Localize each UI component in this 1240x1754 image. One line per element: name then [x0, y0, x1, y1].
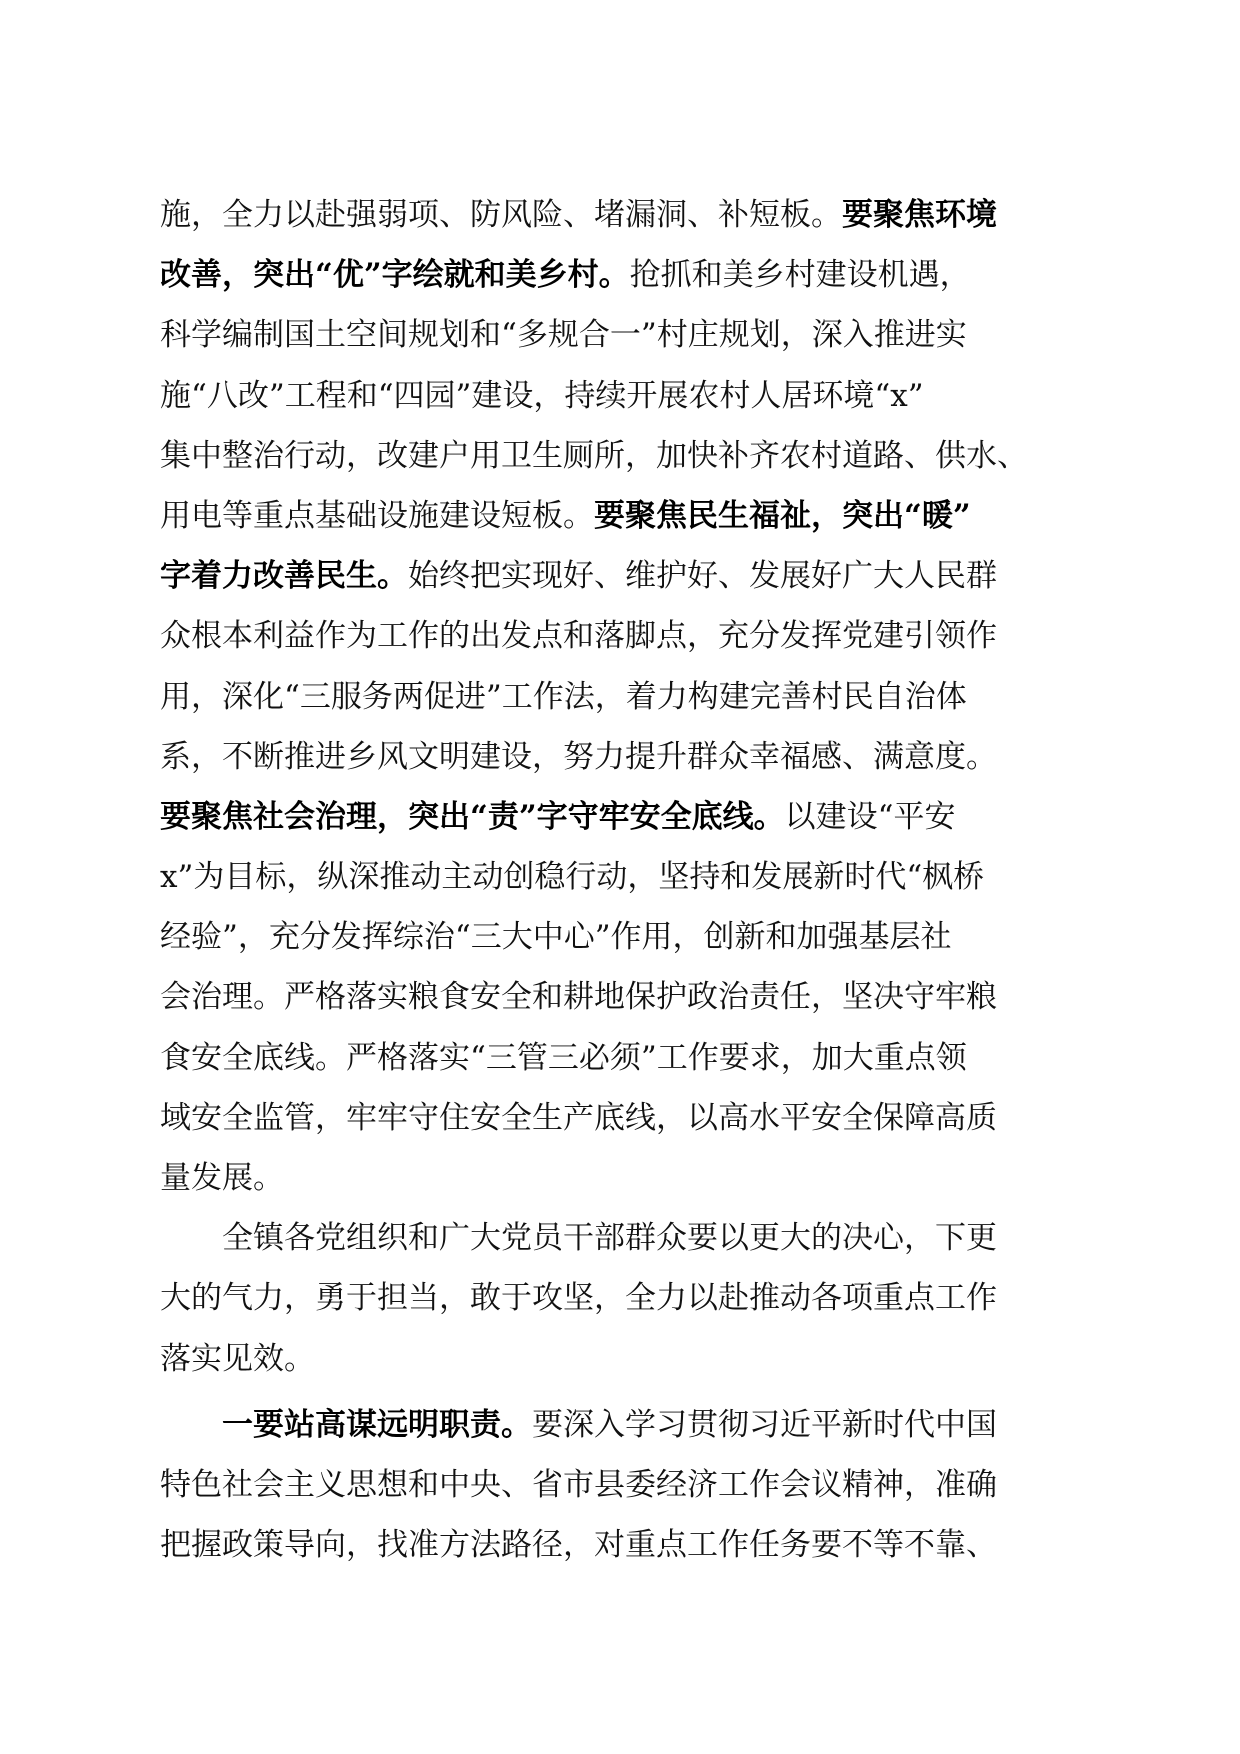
text-line — [160, 1455, 1080, 1515]
body-text-segment: 施，全力以赴强弱项、防风险、堵漏洞、补短板。 — [160, 197, 842, 233]
text-line — [160, 1088, 1080, 1148]
text-line — [160, 305, 1080, 365]
text-line — [160, 1329, 1080, 1389]
body-text-segment: 食安全底线。严格落实“三管三必须”工作要求，加大重点领 — [160, 1039, 967, 1076]
body-text-segment: 以建设“平安 — [784, 798, 956, 835]
text-line — [160, 1148, 1080, 1208]
body-text-segment: 科学编制国土空间规划和“多规合一”村庄规划，深入推进实 — [160, 317, 967, 354]
text-line — [160, 1028, 1080, 1088]
body-text-segment: 把握政策导向，找准方法路径，对重点工作任务要不等不靠、 — [160, 1527, 997, 1564]
body-text — [160, 185, 1080, 1575]
text-line — [160, 366, 1080, 426]
body-text-segment: 域安全监管，牢牢守住安全生产底线，以高水平安全保障高质 — [160, 1099, 997, 1136]
body-text-segment: 施“八改”工程和“四园”建设，持续开展农村人居环境“x” — [160, 377, 924, 414]
text-line — [160, 606, 1080, 666]
body-text-segment: 落实见效。 — [160, 1340, 315, 1377]
text-line — [160, 727, 1080, 787]
body-text-segment: 特色社会主义思想和中央、省市县委经济工作会议精神，准确 — [160, 1466, 997, 1503]
bold-heading-text: 要聚焦民生福祉，突出“暖” — [594, 497, 971, 534]
text-line — [160, 847, 1080, 907]
body-text-segment: 大的气力，勇于担当，敢于攻坚，全力以赴推动各项重点工作 — [160, 1280, 997, 1317]
text-line — [160, 967, 1080, 1027]
body-text-segment: 系，不断推进乡风文明建设，努力提升群众幸福感、满意度。 — [160, 738, 997, 775]
text-line — [160, 667, 1080, 727]
text-line — [160, 245, 1080, 305]
text-line — [160, 426, 1080, 486]
text-line — [160, 1268, 1080, 1328]
body-text-segment: 众根本利益作为工作的出发点和落脚点，充分发挥党建引领作 — [160, 618, 997, 655]
bold-heading-text: 要聚焦环境 — [842, 197, 997, 233]
text-line — [160, 1208, 1080, 1268]
bold-heading-text: 改善，突出“优”字绘就和美乡村。 — [160, 257, 630, 294]
body-text-segment: 集中整治行动，改建户用卫生厕所，加快补齐农村道路、供水、 — [160, 437, 1028, 474]
bold-heading-text: 要聚焦社会治理，突出“责”字守牢安全底线。 — [160, 798, 785, 835]
text-line — [160, 1515, 1080, 1575]
body-text-segment: 要深入学习贯彻习近平新时代中国 — [532, 1406, 997, 1443]
text-line — [160, 546, 1080, 606]
text-line — [160, 787, 1080, 847]
bold-heading-text: 字着力改善民生。 — [160, 558, 408, 595]
text-line — [160, 907, 1080, 967]
body-text-segment: 量发展。 — [160, 1160, 284, 1196]
body-text-segment: x”为目标，纵深推动主动创稳行动，坚持和发展新时代“枫桥 — [160, 859, 985, 896]
text-line — [160, 486, 1080, 546]
body-text-segment: 会治理。严格落实粮食安全和耕地保护政治责任，坚决守牢粮 — [160, 979, 997, 1016]
bold-heading-text: 一要站高谋远明职责。 — [222, 1406, 532, 1443]
body-text-segment: 全镇各党组织和广大党员干部群众要以更大的决心，下更 — [222, 1220, 997, 1257]
body-text-segment: 始终把实现好、维护好、发展好广大人民群 — [408, 558, 997, 595]
body-text-segment: 抢抓和美乡村建设机遇， — [629, 257, 971, 294]
text-line — [160, 1395, 1080, 1455]
body-text-segment: 经验”，充分发挥综治“三大中心”作用，创新和加强基层社 — [160, 919, 952, 956]
body-text-segment: 用电等重点基础设施建设短板。 — [160, 497, 594, 534]
body-text-segment: 用，深化“三服务两促进”工作法，着力构建完善村民自治体 — [160, 678, 967, 715]
text-line — [160, 185, 1080, 245]
